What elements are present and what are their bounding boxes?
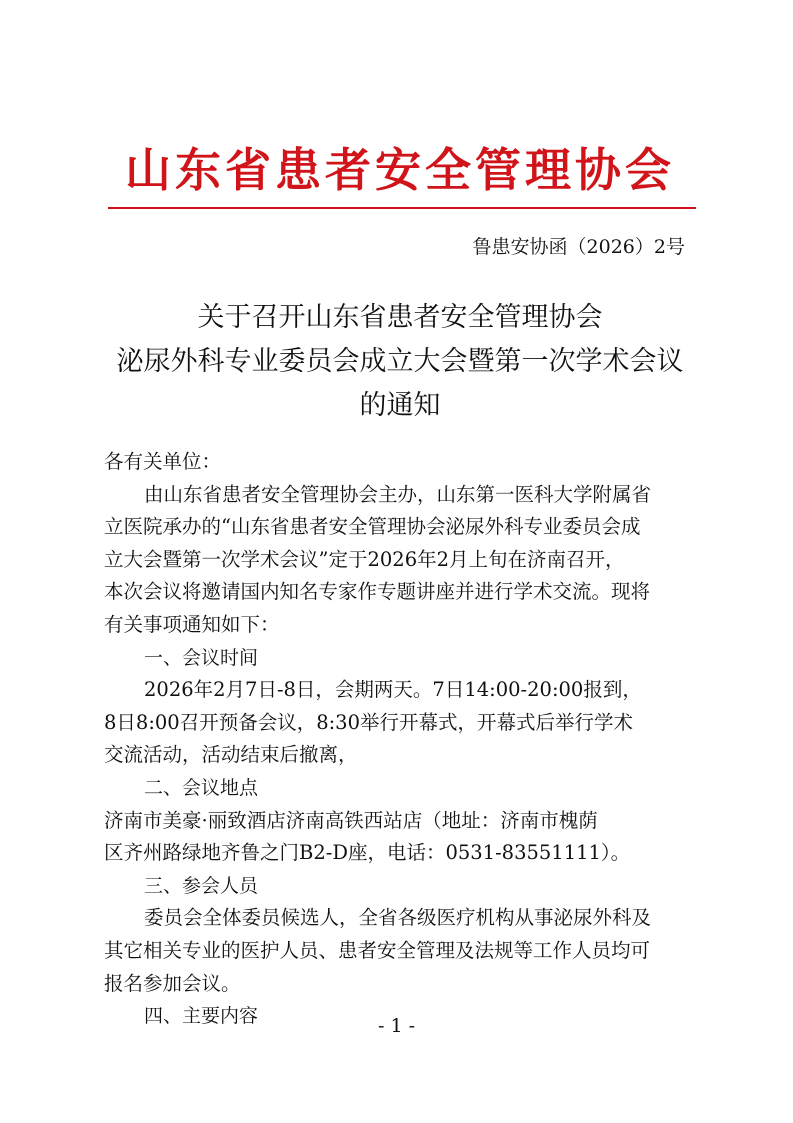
salutation: 各有关单位： [104, 450, 222, 473]
intro-line-3: 立大会暨第一次学术会议”定于2026年2月上旬在济南召开， [104, 547, 625, 571]
section-1-heading: 一、会议时间 [144, 646, 259, 669]
section-3-line-3: 报名参加会议。 [104, 971, 241, 995]
intro-line-2: 立医院承办的“山东省患者安全管理协会泌尿外科专业委员会成 [104, 515, 641, 539]
section-2-line-2: 区齐州路绿地齐鲁之门B2-D座，电话：0531-83551111）。 [104, 841, 631, 865]
title-line-1: 关于召开山东省患者安全管理协会 [197, 302, 603, 333]
section-1-paragraph [104, 674, 694, 772]
section-2-paragraph [104, 805, 694, 870]
page-number: - 1 - [377, 1015, 415, 1037]
section-2-line-1: 济南市美豪·丽致酒店济南高铁西站店（地址：济南市槐荫 [104, 808, 598, 832]
masthead-title: 山东省患者安全管理协会 [125, 143, 675, 197]
notice-body [104, 446, 694, 1033]
section-2-heading: 二、会议地点 [144, 776, 259, 799]
document-number: 鲁患安协函（2026）2号 [472, 236, 685, 258]
section-4-heading: 四、主要内容 [144, 1005, 259, 1028]
section-3-heading: 三、参会人员 [144, 874, 259, 897]
notice-title [100, 296, 700, 428]
section-3-line-1: 委员会全体委员候选人，全省各级医疗机构从事泌尿外科及 [144, 906, 652, 930]
section-3-paragraph [104, 902, 694, 1000]
section-1-line-1: 2026年2月7日-8日，会期两天。7日14:00-20:00报到， [144, 678, 642, 702]
intro-line-1: 由山东省患者安全管理协会主办，山东第一医科大学附属省 [144, 482, 652, 506]
intro-paragraph [104, 479, 694, 642]
title-line-3: 的通知 [359, 390, 441, 421]
section-1-line-3: 交流活动，活动结束后撤离， [104, 743, 358, 767]
section-3-line-2: 其它相关专业的医护人员、患者安全管理及法规等工作人员均可 [104, 938, 651, 962]
intro-line-4: 本次会议将邀请国内知名专家作专题讲座并进行学术交流。现将 [104, 580, 651, 604]
masthead-divider [108, 207, 696, 209]
section-1-line-2: 8日8:00召开预备会议，8:30举行开幕式，开幕式后举行学术 [104, 710, 633, 734]
title-line-2: 泌尿外科专业委员会成立大会暨第一次学术会议 [116, 346, 684, 377]
intro-line-5: 有关事项通知如下： [104, 612, 280, 636]
